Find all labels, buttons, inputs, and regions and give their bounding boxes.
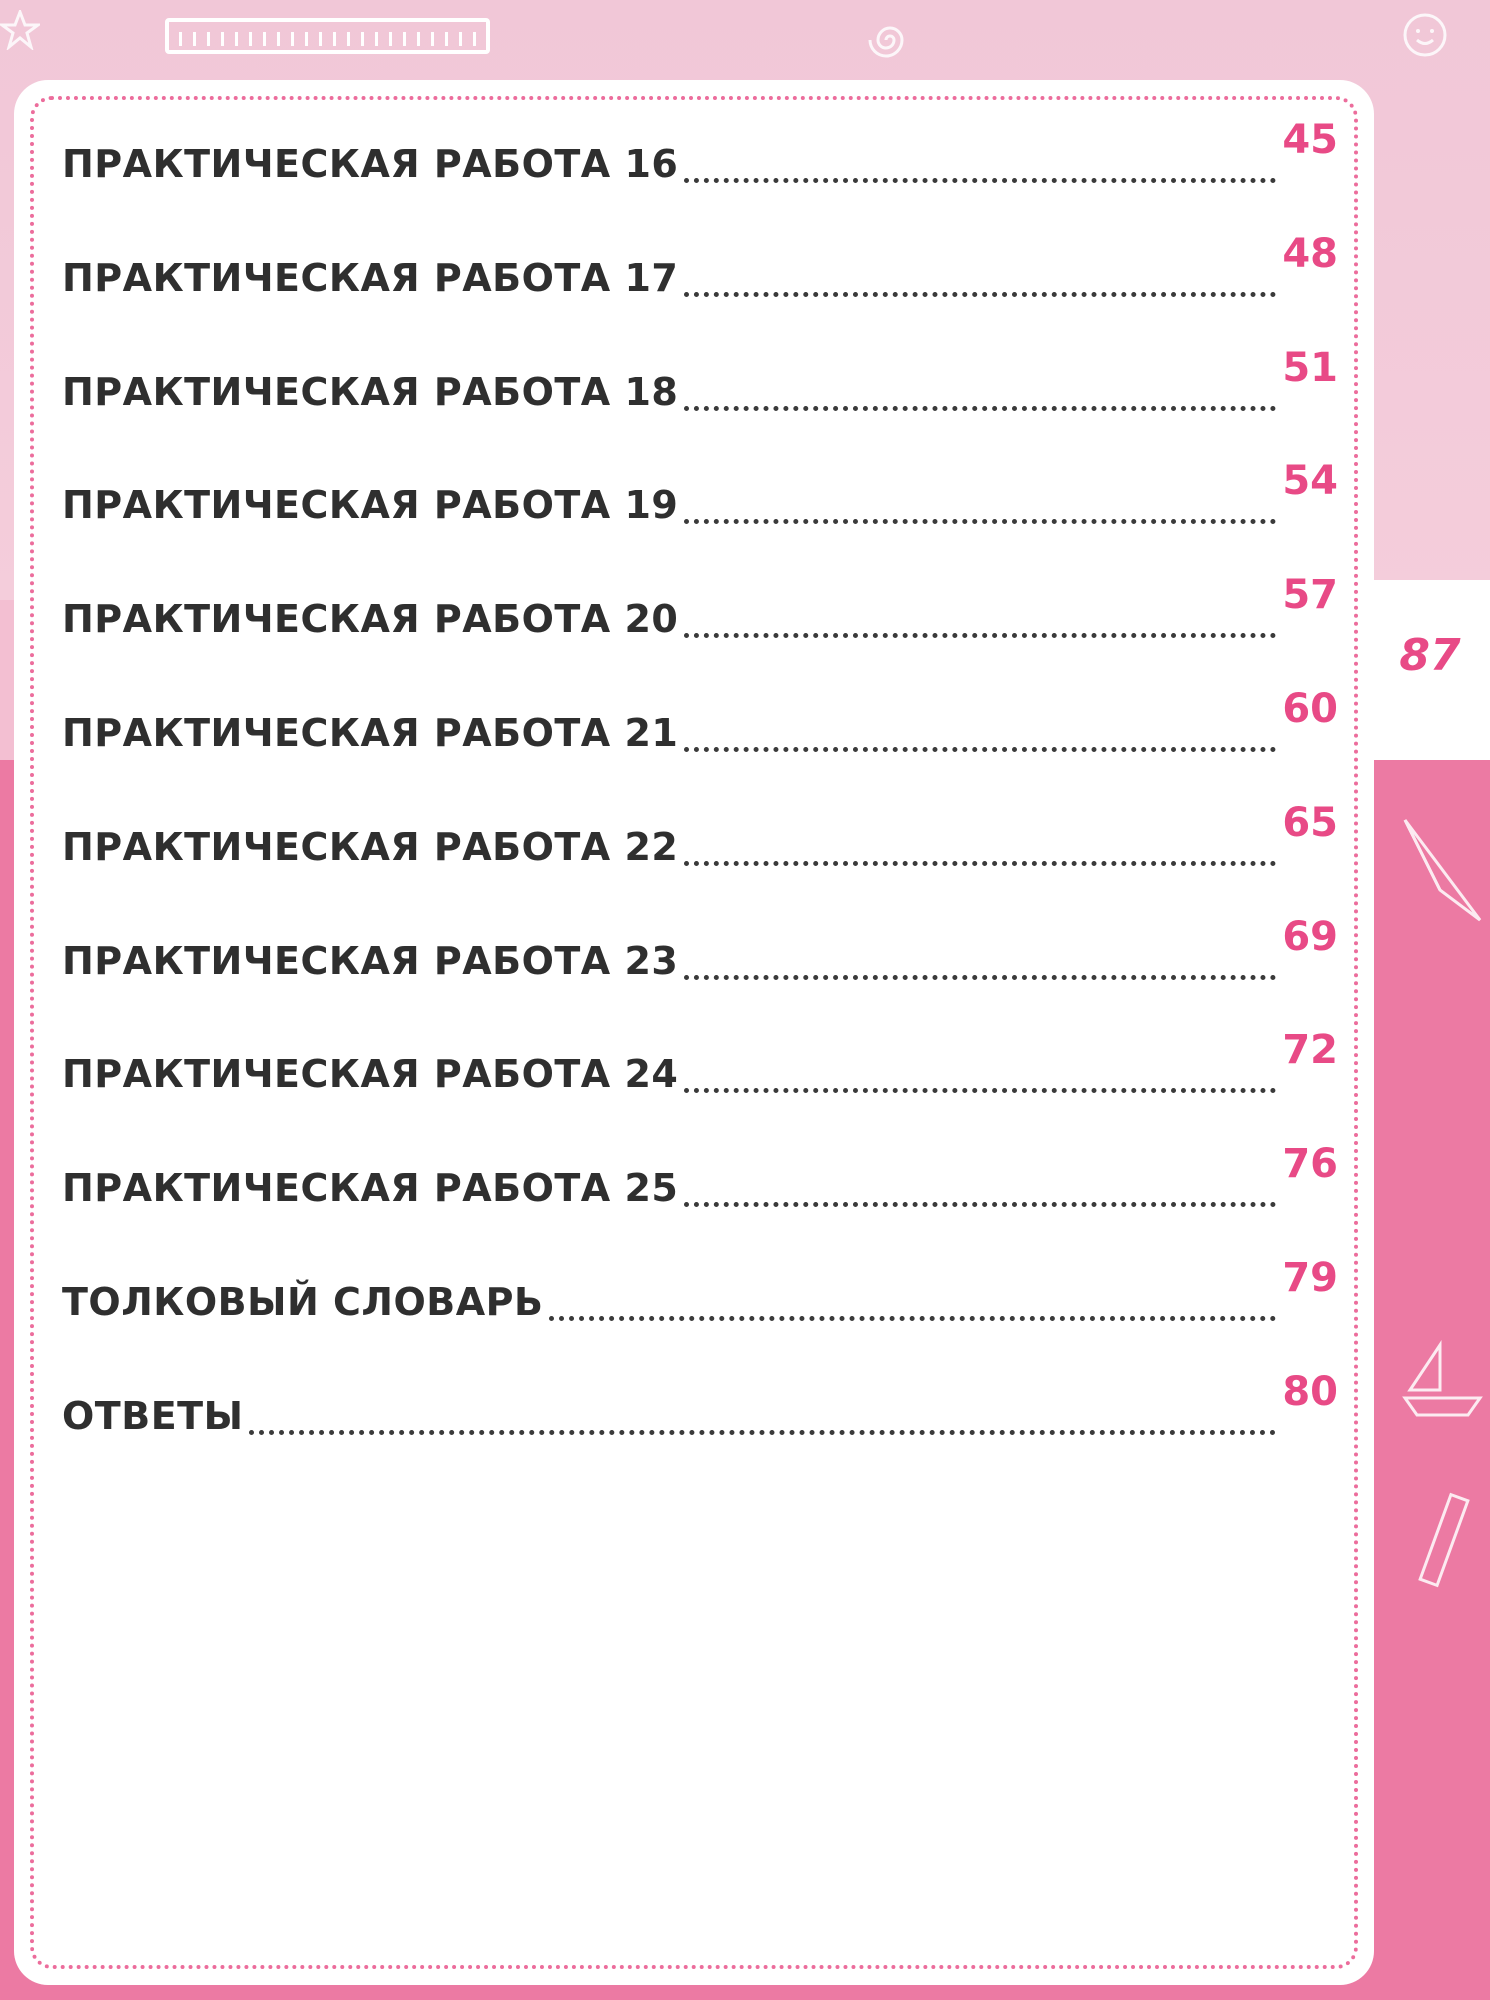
paper-plane-icon [1395,810,1485,930]
toc-leader-dots [549,1248,1276,1321]
toc-item[interactable] [44,565,1344,679]
toc-item[interactable] [44,679,1344,793]
toc-item[interactable] [44,1362,1344,1476]
toc-item-page: 79 [1282,1254,1338,1301]
toc-item-title: ПРАКТИЧЕСКАЯ РАБОТА 24 [62,1052,679,1097]
ruler-icon [165,18,490,54]
toc-item-page: 57 [1282,572,1338,619]
pencil-icon [1410,1490,1480,1610]
toc-item-title: ОТВЕТЫ [62,1393,244,1438]
toc-item-page: 69 [1282,913,1338,960]
toc-item[interactable] [44,907,1344,1021]
toc-item-page: 65 [1282,799,1338,846]
toc-leader-dots [684,679,1276,752]
toc-item-title: ПРАКТИЧЕСКАЯ РАБОТА 18 [62,369,679,414]
boat-icon [1400,1340,1485,1420]
sun-icon [1385,0,1465,70]
toc-item[interactable] [44,1020,1344,1134]
page-number: 87 [1399,630,1461,681]
toc-item-title: ПРАКТИЧЕСКАЯ РАБОТА 23 [62,938,679,983]
toc-leader-dots [684,907,1276,980]
toc-leader-dots [684,110,1276,183]
toc-leader-dots [684,338,1276,411]
toc-item-page: 76 [1282,1141,1338,1188]
toc-item-title: ПРАКТИЧЕСКАЯ РАБОТА 20 [62,597,679,642]
table-of-contents [44,110,1344,1476]
toc-item-title: ПРАКТИЧЕСКАЯ РАБОТА 16 [62,142,679,186]
toc-item-title: ТОЛКОВЫЙ СЛОВАРЬ [62,1279,544,1324]
toc-item[interactable] [44,224,1344,338]
star-icon [0,10,40,50]
toc-item[interactable] [44,1248,1344,1362]
toc-item[interactable] [44,451,1344,565]
toc-item[interactable] [44,110,1344,224]
toc-leader-dots [249,1362,1276,1435]
toc-item-title: ПРАКТИЧЕСКАЯ РАБОТА 19 [62,483,679,528]
toc-leader-dots [684,1134,1276,1207]
toc-item-page: 45 [1282,117,1338,163]
spiral-icon [860,10,920,70]
toc-item[interactable] [44,1134,1344,1248]
toc-leader-dots [684,224,1276,297]
toc-item-page: 80 [1282,1368,1338,1415]
toc-item-title: ПРАКТИЧЕСКАЯ РАБОТА 25 [62,1166,679,1211]
toc-item-page: 51 [1282,344,1338,391]
toc-card [14,80,1374,1985]
toc-item[interactable] [44,793,1344,907]
toc-item-title: ПРАКТИЧЕСКАЯ РАБОТА 17 [62,255,679,300]
toc-leader-dots [684,565,1276,638]
toc-leader-dots [684,1020,1276,1093]
toc-item-page: 60 [1282,685,1338,732]
toc-item-page: 54 [1282,458,1338,505]
toc-item-page: 72 [1282,1027,1338,1074]
toc-item-title: ПРАКТИЧЕСКАЯ РАБОТА 22 [62,824,679,869]
toc-leader-dots [684,793,1276,866]
toc-item[interactable] [44,338,1344,452]
toc-leader-dots [684,451,1276,524]
toc-item-title: ПРАКТИЧЕСКАЯ РАБОТА 21 [62,710,679,755]
toc-item-page: 48 [1282,230,1338,277]
